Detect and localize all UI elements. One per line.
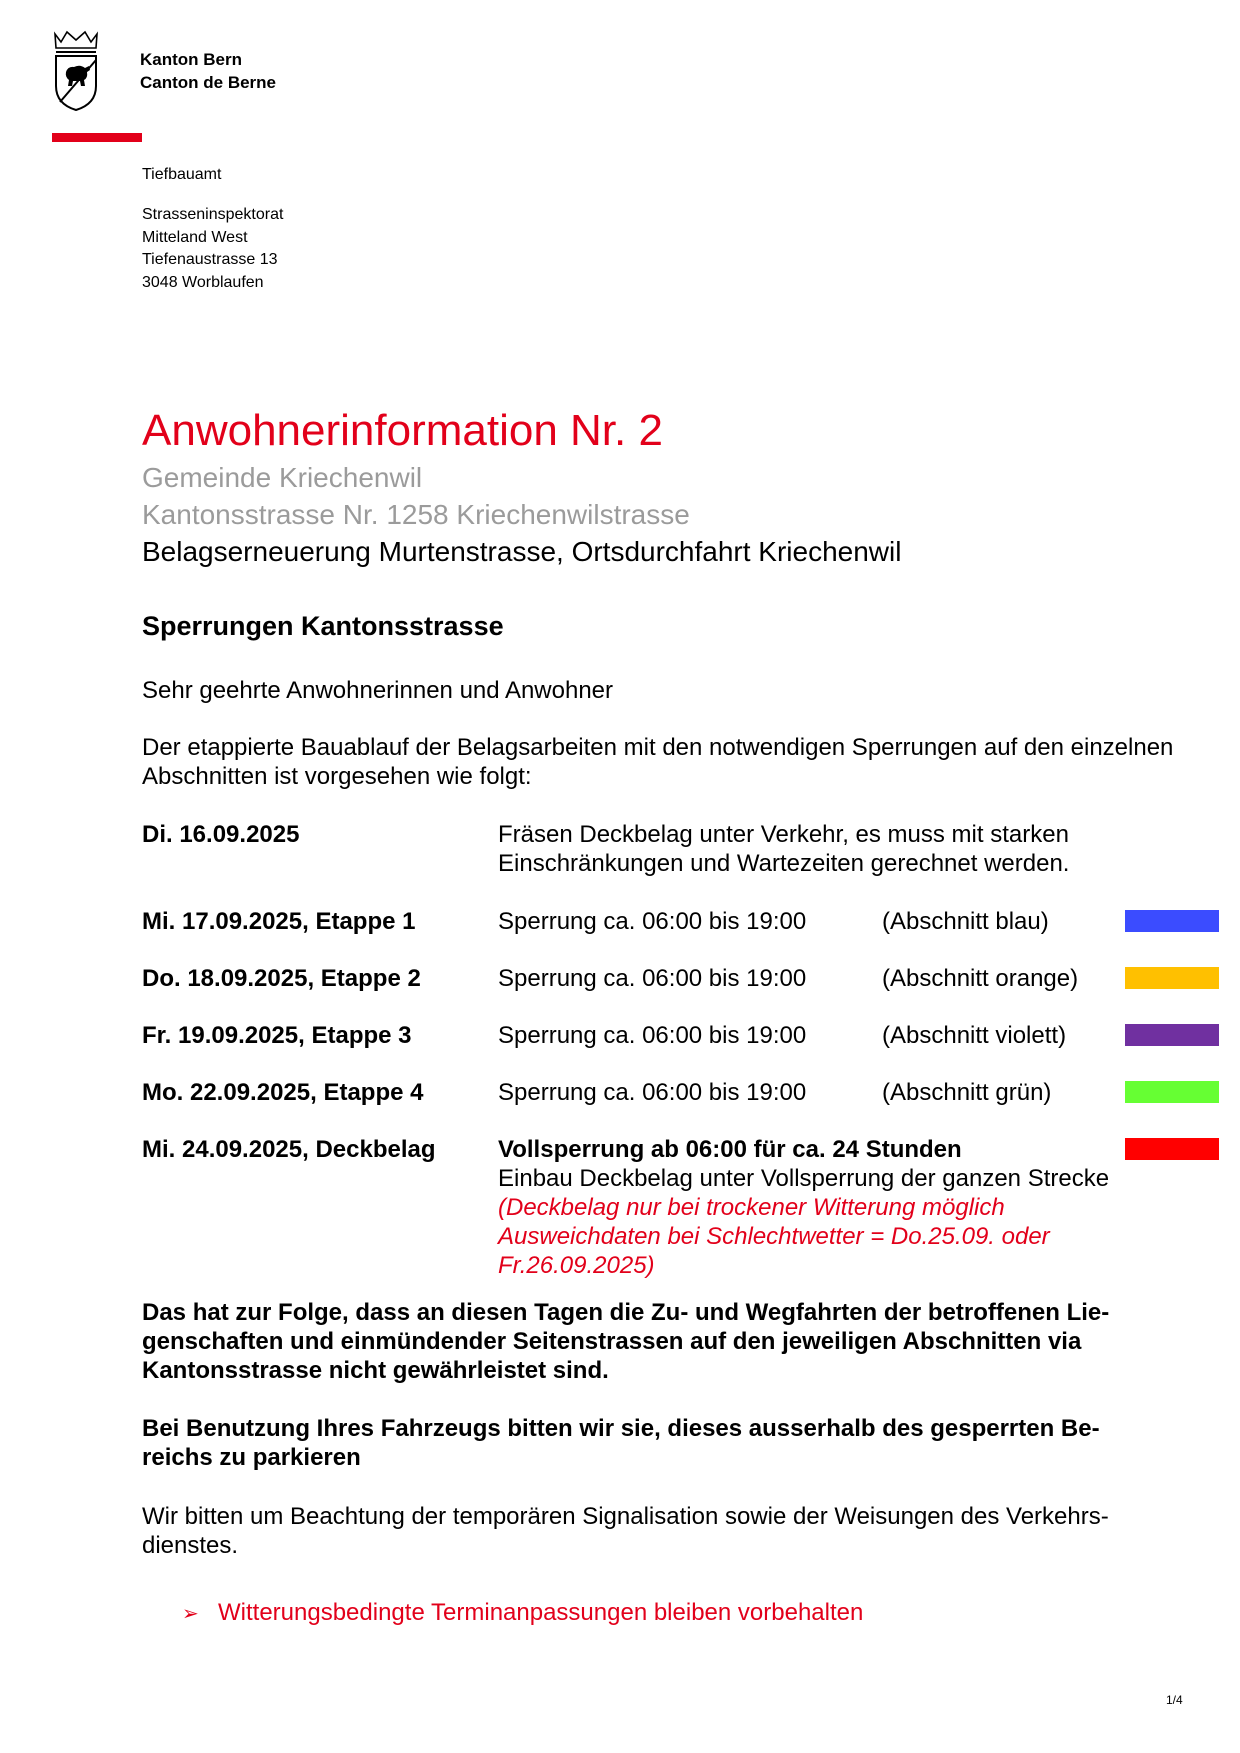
paragraph-line: Bei Benutzung Ihres Fahrzeugs bitten wir sie, dieses ausserhalb des gesperrten Be- <box>142 1415 1100 1442</box>
description-line: Einbau Deckbelag unter Vollsperrung der ganzen Strecke <box>498 1165 1110 1192</box>
closure-time: Sperrung ca. 06:00 bis 19:00 <box>498 1079 807 1106</box>
salutation: Sehr geehrte Anwohnerinnen und Anwohner <box>142 677 614 704</box>
schedule-description <box>498 1135 1178 1280</box>
intro-paragraph: Der etappierte Bauablauf der Belagsarbeiten mit den notwendigen Sperrungen auf den einzelnen Abschnitten ist vorgesehen wie folgt: <box>142 734 1174 790</box>
paragraph-line: genschaften und einmündender Seitenstrassen auf den jeweiligen Abschnitten via <box>142 1328 1082 1355</box>
canton-bern-coat-of-arms-icon <box>52 30 100 112</box>
canton-name-fr: Canton de Berne <box>140 73 277 92</box>
schedule-date: Do. 18.09.2025, Etappe 2 <box>142 965 421 992</box>
section-label: (Abschnitt grün) <box>882 1079 1052 1106</box>
note-line: (Deckbelag nur bei trockener Witterung möglich <box>498 1194 1005 1221</box>
paragraph-line: Wir bitten um Beachtung der temporären Signalisation sowie der Weisungen des Verkehrs- <box>142 1503 1109 1530</box>
description-line: Einschränkungen und Wartezeiten gerechnet werden. <box>498 850 1070 877</box>
consequence-paragraph <box>142 1298 1182 1385</box>
schedule-date: Fr. 19.09.2025, Etappe 3 <box>142 1022 412 1049</box>
paragraph-line: Das hat zur Folge, dass an diesen Tagen die Zu- und Wegfahrten der betroffenen Lie- <box>142 1299 1110 1326</box>
canton-name <box>140 48 276 94</box>
paragraph-line: reichs zu parkieren <box>142 1444 361 1471</box>
section-label: (Abschnitt violett) <box>882 1022 1067 1049</box>
disclaimer-text: Witterungsbedingte Terminanpassungen bleiben vorbehalten <box>218 1599 864 1626</box>
schedule-date: Mi. 17.09.2025, Etappe 1 <box>142 908 416 935</box>
subtitle-project: Belagserneuerung Murtenstrasse, Ortsdurchfahrt Kriechenwil <box>142 536 902 567</box>
address-line: Strasseninspektorat <box>142 206 284 223</box>
color-swatch-orange <box>1125 967 1219 989</box>
schedule-date: Di. 16.09.2025 <box>142 821 300 848</box>
sender-department: Tiefbauamt <box>142 166 222 183</box>
canton-name-de: Kanton Bern <box>140 50 242 69</box>
full-closure-headline: Vollsperrung ab 06:00 für ca. 24 Stunden <box>498 1136 962 1163</box>
color-swatch-blue <box>1125 910 1219 932</box>
schedule-date: Mo. 22.09.2025, Etappe 4 <box>142 1079 424 1106</box>
color-swatch-green <box>1125 1081 1219 1103</box>
address-line: Tiefenaustrasse 13 <box>142 251 278 268</box>
weather-disclaimer <box>182 1598 863 1629</box>
subtitle-municipality: Gemeinde Kriechenwil <box>142 462 423 493</box>
color-swatch-red <box>1125 1138 1219 1160</box>
page-number: 1/4 <box>1166 1693 1183 1707</box>
paragraph-line: dienstes. <box>142 1532 239 1559</box>
schedule-date: Mi. 24.09.2025, Deckbelag <box>142 1136 436 1163</box>
arrow-bullet-icon: ➢ <box>182 1603 199 1625</box>
address-line: Mitteland West <box>142 228 248 246</box>
color-swatch-violet <box>1125 1024 1219 1046</box>
closure-time: Sperrung ca. 06:00 bis 19:00 <box>498 908 807 935</box>
section-label: (Abschnitt blau) <box>882 908 1049 935</box>
note-line: Fr.26.09.2025) <box>498 1252 655 1279</box>
note-line: Ausweichdaten bei Schlechtwetter = Do.25.09. oder <box>498 1223 1050 1250</box>
document-title: Anwohnerinformation Nr. 2 <box>142 406 663 455</box>
subtitle-road: Kantonsstrasse Nr. 1258 Kriechenwilstrasse <box>142 499 690 530</box>
closure-time: Sperrung ca. 06:00 bis 19:00 <box>498 1022 807 1049</box>
sender-address <box>142 204 283 294</box>
description-line: Fräsen Deckbelag unter Verkehr, es muss mit starken <box>498 821 1069 848</box>
section-heading: Sperrungen Kantonsstrasse <box>142 611 504 641</box>
section-label: (Abschnitt orange) <box>882 965 1079 992</box>
address-line: 3048 Worblaufen <box>142 273 264 291</box>
paragraph-line: Kantonsstrasse nicht gewährleistet sind. <box>142 1357 609 1384</box>
weather-note <box>498 1193 1178 1280</box>
header-red-bar <box>52 133 142 142</box>
parking-paragraph <box>142 1414 1182 1472</box>
signalisation-paragraph <box>142 1502 1182 1560</box>
closure-time: Sperrung ca. 06:00 bis 19:00 <box>498 965 807 992</box>
schedule-description <box>498 820 1178 878</box>
